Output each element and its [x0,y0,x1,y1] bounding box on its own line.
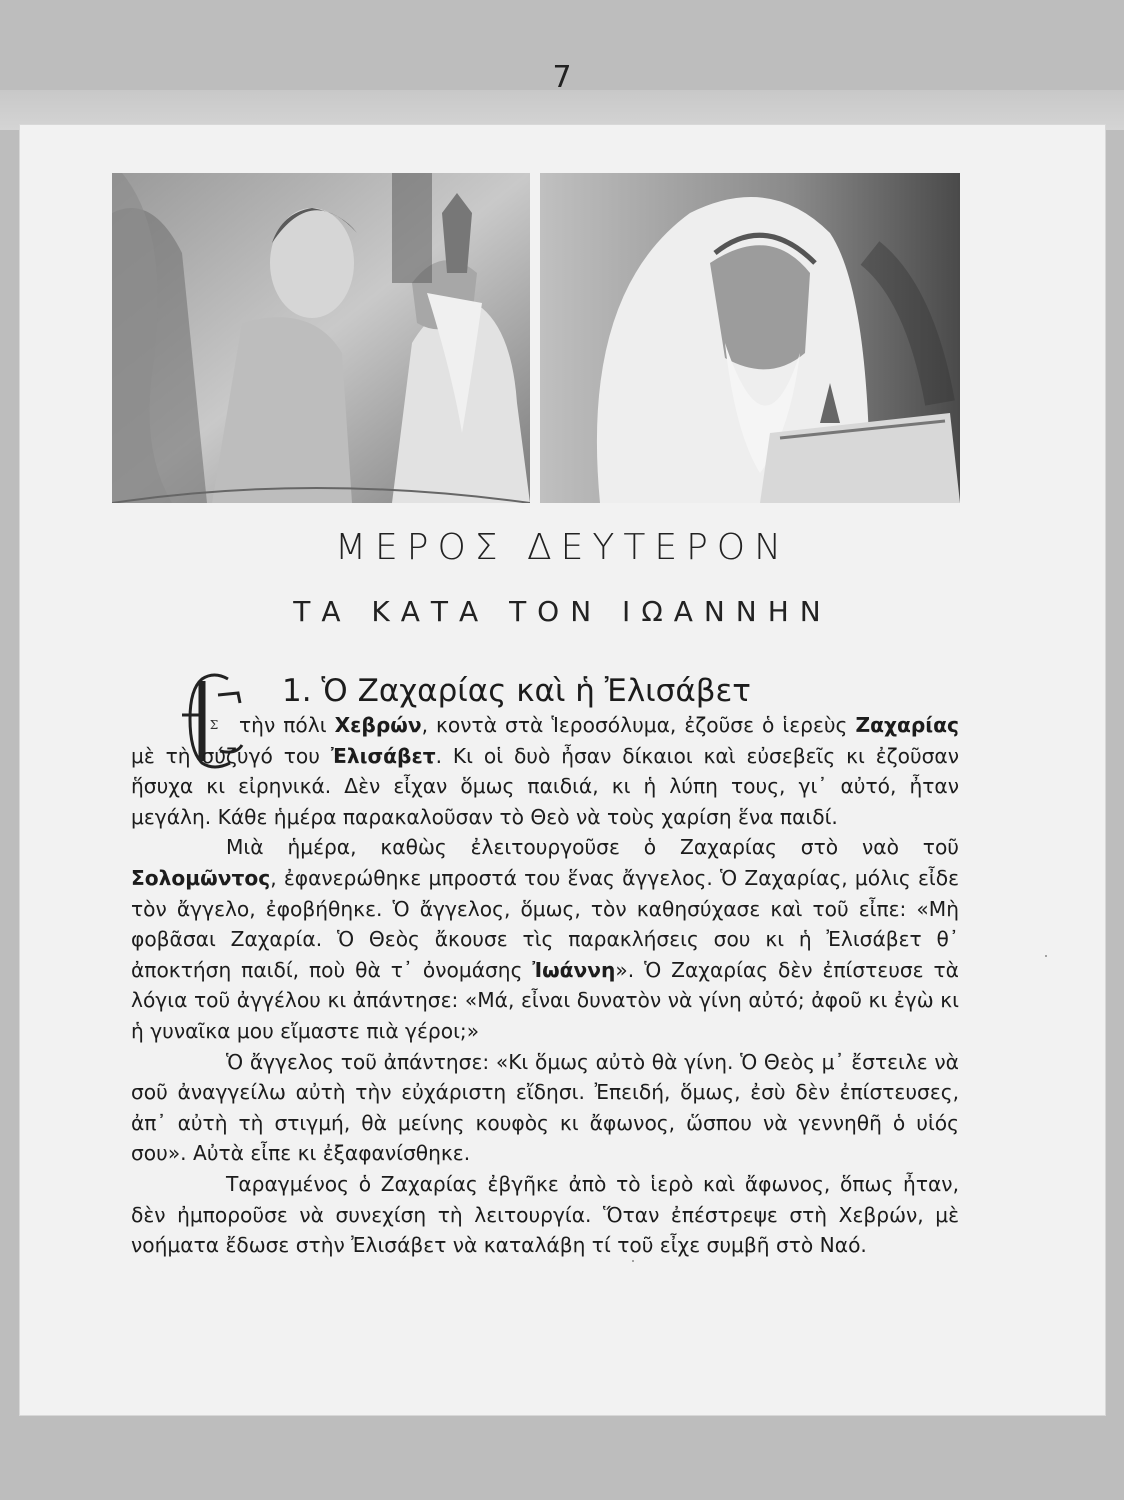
svg-text:Σ: Σ [209,718,219,732]
text-run: τὴν πόλι [239,713,335,737]
paragraph [131,832,959,1046]
emphasized-name: Σολομῶντος [131,865,271,890]
paragraph [131,1047,959,1169]
scan-speck [1045,955,1047,957]
emphasized-name: Ζαχαρίας [855,713,959,737]
text-run: Μιὰ ἡμέρα, καθὼς ἐλειτουργοῦσε ὁ Ζαχαρίας στὸ ναὸ τοῦ [226,835,959,860]
angel-and-zacharias-illustration [112,173,530,503]
text-run: , κοντὰ στὰ Ἱεροσόλυμα, ἐζοῦσε ὁ ἱερεὺς [421,713,856,737]
chapter-title: 1. Ὁ Ζαχαρίας καὶ ἡ Ἐλισάβετ [282,673,751,709]
paragraph [131,1169,959,1261]
text-run: μὲ τὴ σύζυγό του [131,743,331,768]
text-run: . Κι οἱ δυὸ ἦσαν δίκαιοι καὶ εὐσεβεῖς κι ἐζοῦσαν ἥσυχα κι εἰρηνικά. Δὲν εἶχαν ὅμως παιδιά, κι ἡ λύπη τους, γι᾽ αὐτό, ἦταν μεγάλη. Κάθε ἡμέρα παρακαλοῦσαν τὸ Θεὸ νὰ τοὺς χαρίση ἕνα παιδί. [131,743,960,829]
text-run: ». Ὁ Ζαχαρίας δὲν ἐπίστευσε τὰ λόγια τοῦ ἀγγέλου κι ἀπάντησε: «Μά, εἶναι δυνατὸν νὰ γίνη αὐτό; ἀφοῦ κι ἐγὼ κι ἡ γυναῖκα μου εἴμαστε πιὰ γέροι;» [131,957,959,1043]
page-sheet [20,125,1105,1415]
emphasized-name: Ἰωάννη [532,957,616,982]
scan-speck [632,1260,634,1262]
text-run: , ἐφανερώθηκε μπροστά του ἕνας ἄγγελος. Ὁ Ζαχαρίας, μόλις εἶδε τὸν ἄγγελο, ἐφοβήθηκε. Ὁ ἄγγελος, ὅμως, τὸν καθησύχασε καὶ τοῦ εἶπε: «Μὴ φοβᾶσαι Ζαχαρία. Ὁ Θεὸς ἄκουσε τὶς παρακλήσεις σου κι ἡ Ἐλισάβετ θ᾽ ἀποκτήση παιδί, ποὺ θὰ τ᾽ ὀνομάσης [131,865,959,982]
zacharias-writing-illustration [540,173,960,503]
part-title: ΜΕΡΟΣ ΔΕΥΤΕΡΟΝ [334,527,791,568]
scan-band [0,90,1124,130]
chapter-body [131,710,959,1261]
text-run: Ὁ ἄγγελος τοῦ ἀπάντησε: «Κι ὅμως αὐτὸ θὰ γίνη. Ὁ Θεὸς μ᾽ ἔστειλε νὰ σοῦ ἀναγγείλω αὐτὴ τὴν εὐχάριστη εἴδησι. Ἐπειδή, ὅμως, ἐσὺ δὲν ἐπίστευσες, ἀπ᾽ αὐτὴ τὴ στιγμή, θὰ μείνης κουφὸς κι ἄφωνος, ὥσπου νὰ γεννηθῆ ὁ υἱός σου». Αὐτὰ εἶπε κι ἐξαφανίσθηκε. [131,1049,959,1166]
page-number: 7 [552,60,572,95]
emphasized-name: Χεβρών [334,713,422,737]
paragraph [131,710,959,832]
section-title: ΤΑ ΚΑΤΑ ΤΟΝ ΙΩΑΝΝΗΝ [293,595,832,628]
emphasized-name: Ἐλισάβετ [330,743,436,768]
text-run: Ταραγμένος ὁ Ζαχαρίας ἐβγῆκε ἀπὸ τὸ ἱερὸ καὶ ἄφωνος, ὅπως ἦταν, δὲν ἠμποροῦσε νὰ συνεχίση τὴ λειτουργία. Ὅταν ἐπέστρεψε στὴ Χεβρών, μὲ νοήματα ἔδωσε στὴν Ἐλισάβετ νὰ καταλάβη τί τοῦ εἶχε συμβῆ στὸ Ναό. [131,1171,959,1258]
